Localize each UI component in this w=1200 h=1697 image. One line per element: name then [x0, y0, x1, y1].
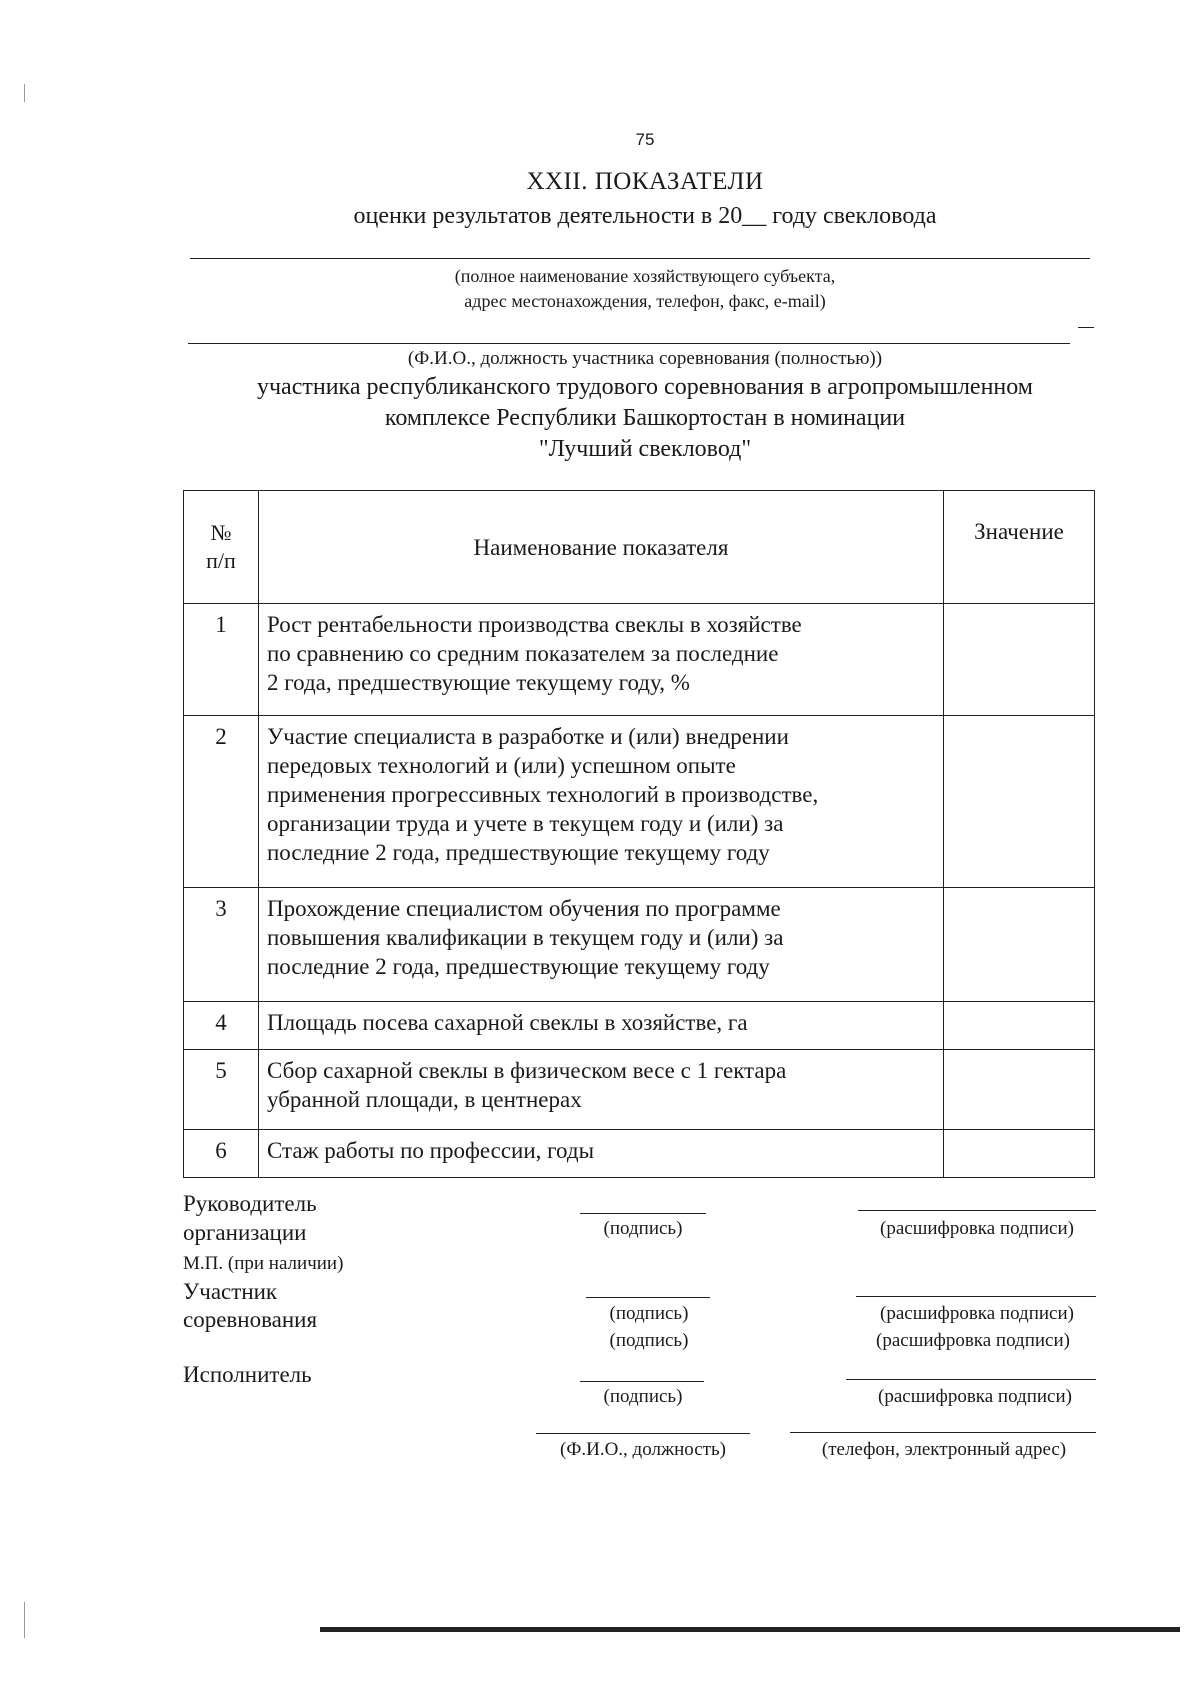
intro-line2: комплексе Республики Башкортостан в номинации [384, 405, 906, 431]
header-number-cell [184, 491, 259, 604]
scan-edge-mark-bottom [24, 1602, 25, 1638]
row-text-line: передовых технологий и (или) успешном опыте [267, 753, 736, 778]
header-name-cell: Наименование показателя [259, 491, 944, 604]
row-indicator [259, 716, 944, 888]
row-number: 3 [184, 888, 259, 1002]
row-value-cell[interactable] [944, 716, 1095, 888]
head-signature-caption: (подпись) [603, 1218, 683, 1239]
row-text-line: Стаж работы по профессии, годы [267, 1138, 595, 1163]
executor-signature-caption: (подпись) [603, 1386, 683, 1407]
row-value-cell[interactable] [944, 1002, 1095, 1050]
row-indicator [259, 1130, 944, 1178]
head-label-line1: Руководитель [183, 1191, 317, 1216]
table-row [184, 716, 1095, 888]
fio-position-line[interactable] [536, 1433, 750, 1434]
participant-signature-caption: (подпись) [609, 1303, 689, 1324]
page-number: 75 [635, 130, 655, 149]
intro-line1: участника республиканского трудового соревнования в агропромышленном [256, 374, 1033, 400]
table-row [184, 1002, 1095, 1050]
row-text-line: применения прогрессивных технологий в производстве, [267, 782, 819, 807]
executor-signature-line[interactable] [580, 1381, 704, 1382]
row-number: 4 [184, 1002, 259, 1050]
row-text-line: по сравнению со средним показателем за последние [267, 641, 779, 666]
participant-signature-line[interactable] [586, 1297, 710, 1298]
contacts-caption: (телефон, электронный адрес) [821, 1439, 1067, 1460]
page-title: XXII. ПОКАЗАТЕЛИ [526, 168, 764, 195]
fio-position-caption: (Ф.И.О., должность) [560, 1439, 726, 1460]
row-text-line: убранной площади, в центнерах [267, 1087, 582, 1112]
bottom-scan-border [320, 1627, 1180, 1632]
row-text-line: Сбор сахарной свеклы в физическом весе с 1 гектара [267, 1058, 787, 1083]
row-value-cell[interactable] [944, 1130, 1095, 1178]
row-value-cell[interactable] [944, 1050, 1095, 1130]
row-text-line: организации труда и учете в текущем году и (или) за [267, 811, 784, 836]
header-value-cell: Значение [944, 491, 1095, 604]
entity-name-line [190, 258, 1090, 259]
participant-name-line [188, 343, 1070, 344]
table-row [184, 1130, 1095, 1178]
participant-label-line1: Участник [183, 1279, 278, 1304]
row-number: 5 [184, 1050, 259, 1130]
executor-decoding-line[interactable] [846, 1379, 1096, 1380]
row-number: 6 [184, 1130, 259, 1178]
row-value-cell[interactable] [944, 604, 1095, 716]
scan-edge-mark-top [24, 84, 25, 102]
head-decoding-line[interactable] [858, 1210, 1096, 1211]
header-number-abbr: п/п [206, 548, 236, 573]
participant-caption: (Ф.И.О., должность участника соревнования (полностью)) [407, 348, 883, 369]
entity-caption-line2: адрес местонахождения, телефон, факс, e-mail) [464, 291, 826, 311]
table-row [184, 1050, 1095, 1130]
header-number-sign: № [210, 520, 232, 545]
page-subtitle: оценки результатов деятельности в 20__ году свекловода [353, 203, 937, 229]
executor-decoding-caption: (расшифровка подписи) [878, 1386, 1072, 1407]
entity-caption-line1: (полное наименование хозяйствующего субъекта, [454, 266, 836, 286]
head-decoding-caption: (расшифровка подписи) [880, 1218, 1074, 1239]
table-header-row [184, 491, 1095, 604]
row-text-line: Прохождение специалистом обучения по программе [267, 896, 781, 921]
row-number: 2 [184, 716, 259, 888]
contacts-line[interactable] [790, 1432, 1096, 1433]
participant-decoding-caption-2: (расшифровка подписи) [876, 1330, 1070, 1351]
row-text-line: последние 2 года, предшествующие текущему году [267, 954, 770, 979]
participant-label-line2: соревнования [183, 1307, 318, 1332]
executor-label: Исполнитель [183, 1362, 312, 1387]
indicators-table [183, 490, 1095, 1178]
stamp-label: М.П. (при наличии) [183, 1253, 344, 1274]
row-indicator [259, 1002, 944, 1050]
row-value-cell[interactable] [944, 888, 1095, 1002]
row-number: 1 [184, 604, 259, 716]
head-signature-line[interactable] [580, 1213, 706, 1214]
row-text-line: последние 2 года, предшествующие текущему году [267, 840, 770, 865]
table-row [184, 604, 1095, 716]
participant-decoding-caption: (расшифровка подписи) [880, 1303, 1074, 1324]
row-indicator [259, 604, 944, 716]
row-text-line: 2 года, предшествующие текущему году, % [267, 670, 690, 695]
intro-line3: "Лучший свекловод" [538, 436, 752, 462]
row-text-line: Рост рентабельности производства свеклы в хозяйстве [267, 612, 802, 637]
row-indicator [259, 1050, 944, 1130]
participant-signature-caption-2: (подпись) [609, 1330, 689, 1351]
participant-name-line-tick [1078, 327, 1094, 328]
row-text-line: Площадь посева сахарной свеклы в хозяйстве, га [267, 1010, 748, 1035]
row-text-line: Участие специалиста в разработке и (или) внедрении [267, 724, 789, 749]
table-row [184, 888, 1095, 1002]
participant-decoding-line[interactable] [856, 1296, 1096, 1297]
head-label-line2: организации [183, 1220, 307, 1245]
row-text-line: повышения квалификации в текущем году и (или) за [267, 925, 784, 950]
row-indicator [259, 888, 944, 1002]
